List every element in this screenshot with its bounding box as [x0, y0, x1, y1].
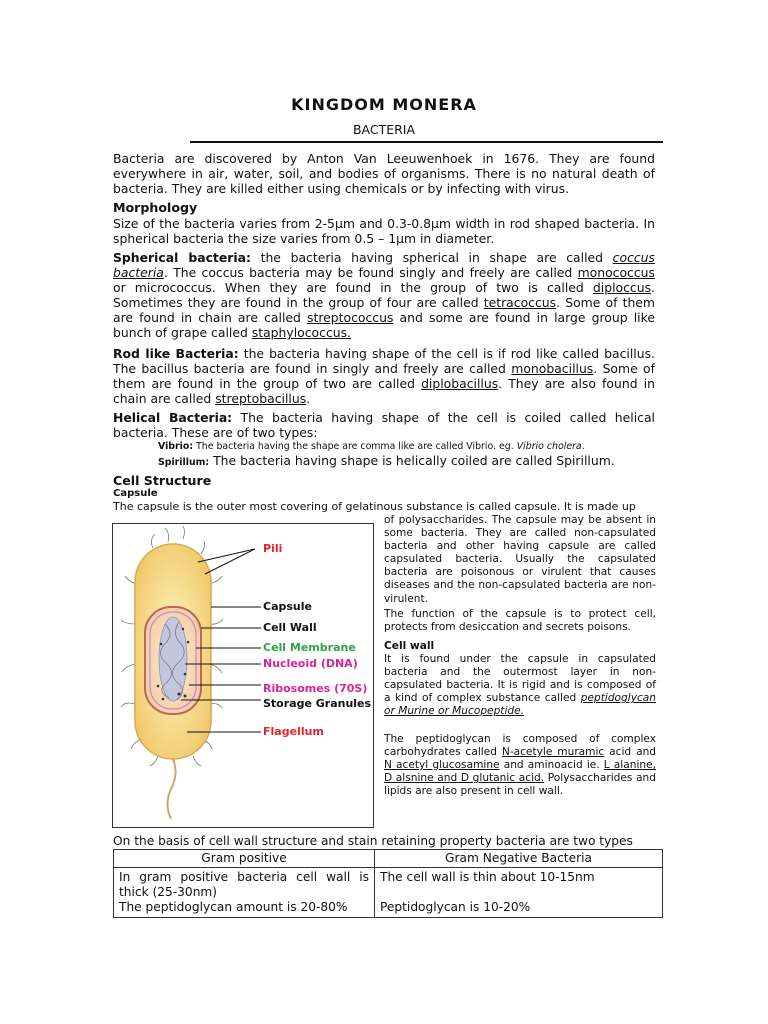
text-run: the bacteria having shape of the cell is if rod like called bacillus. The bacillus bacteria are found in singly and freely are called: [113, 346, 655, 376]
text-run: Polysaccharides and lipids are also present in cell wall.: [384, 772, 656, 798]
text-run: . The coccus bacteria may be found singly and freely are called: [163, 265, 578, 280]
text-run: The bacteria having the shape are comma like are called Vibrio. eg.: [193, 441, 517, 452]
cellwall-paragraph: [384, 653, 656, 718]
peptidoglycan-paragraph: [384, 733, 656, 798]
gram-negative-cell: [375, 868, 663, 918]
term-tetracoccus: tetracoccus: [483, 295, 557, 310]
page-title: KINGDOM MONERA: [291, 95, 477, 114]
table-row: [114, 868, 663, 918]
header-gram-positive: Gram positive: [114, 850, 375, 868]
pos-peptidoglycan: The peptidoglycan amount is 20-80%: [119, 900, 348, 914]
cell-structure-heading: Cell Structure: [113, 473, 212, 488]
term-monococcus: monococcus: [577, 265, 655, 280]
term-amino-acids: L alanine, D alsnine and D glutanic acid.: [384, 759, 656, 785]
term-peptidoglycan: peptidoglycan or Murine or Mucopeptide.: [384, 692, 656, 718]
label-cell-membrane: Cell Membrane: [263, 641, 356, 654]
bacteria-cell-diagram: [112, 523, 374, 828]
text-run: . Some of them are found in the group of two are called: [113, 361, 655, 391]
page-subtitle: BACTERIA: [352, 122, 416, 137]
term-staphylococcus: staphylococcus.: [251, 325, 352, 340]
text-run: the bacteria having spherical in shape are called: [250, 250, 613, 265]
capsule-paragraph: of polysaccharides. The capsule may be absent in some bacteria. They are called non-capsulated bacteria and other having capsule are called capsulated bacteria. Usually the capsulated bacteria are poisonous or virulent that causes diseases and the non-capsulated bacteria are non-virulent.: [384, 514, 656, 605]
vibrio-example: Vibrio cholera: [516, 441, 582, 452]
spherical-paragraph: [113, 250, 655, 340]
term-nag: N acetyl glucosamine: [384, 759, 500, 772]
helical-label: Helical Bacteria:: [113, 410, 233, 425]
gram-intro: On the basis of cell wall structure and stain retaining property bacteria are two types: [113, 834, 633, 848]
term-streptobacillus: streptobacillus: [215, 391, 307, 406]
cellwall-heading: Cell wall: [384, 640, 435, 652]
vibrio-line: [158, 441, 585, 452]
label-pili: Pili: [263, 542, 283, 555]
label-capsule: Capsule: [263, 600, 312, 613]
label-ribosomes: Ribosomes (70S): [263, 682, 368, 695]
vibrio-label: Vibrio:: [158, 441, 194, 452]
spirillum-label: Spirillum:: [158, 457, 210, 468]
text-run: It is found under the capsule in capsulated bacteria and the outermost layer in non-capsulated bacteria. It is rigid and is composed of a kind of complex substance called: [384, 653, 656, 705]
label-nucleoid: Nucleoid (DNA): [263, 657, 358, 670]
cell-illustration: [113, 524, 373, 827]
gram-comparison-table: [113, 849, 663, 918]
neg-wall: The cell wall is thin about 10-15nm: [380, 870, 595, 884]
text-run: or micrococcus. When they are found in the group of two is called: [113, 280, 593, 295]
morphology-heading: Morphology: [113, 200, 198, 215]
label-storage-granules: Storage Granules: [263, 697, 372, 710]
text-run: . They are also found in chain are called: [113, 376, 655, 406]
title-divider: [190, 141, 663, 143]
table-header-row: [114, 850, 663, 868]
text-run: acid and: [604, 746, 657, 759]
term-coccus: coccus bacteria: [113, 250, 655, 280]
label-cell-wall: Cell Wall: [263, 621, 317, 634]
term-diploccus: diploccus: [592, 280, 652, 295]
text-run: .: [581, 441, 585, 452]
text-run: and some are found in large group like bunch of grape called: [113, 310, 655, 340]
term-nam: N-acetyle muramic: [501, 746, 605, 759]
spirillum-line: [158, 453, 615, 468]
pos-wall: In gram positive bacteria cell wall is thick (25-30nm): [119, 870, 369, 899]
flagellum-shape: [168, 759, 176, 819]
term-diplobacillus: diplobacillus: [421, 376, 499, 391]
term-monobacillus: monobacillus: [511, 361, 594, 376]
intro-paragraph: Bacteria are discovered by Anton Van Leeuwenhoek in 1676. They are found everywhere in air, water, soil, and bodies of organisms. There is no natural death of bacteria. They are killed either using chemicals or by infecting with virus.: [113, 151, 655, 196]
rod-label: Rod like Bacteria:: [113, 346, 239, 361]
helical-paragraph: [113, 410, 655, 440]
capsule-first-line: The capsule is the outer most covering of gelatinous substance is called capsule. It is made up: [113, 500, 636, 513]
label-flagellum: Flagellum: [263, 725, 324, 738]
text-run: The peptidoglycan is composed of complex carbohydrates called: [384, 733, 656, 759]
text-run: . Some of them are found in chain are called: [113, 295, 655, 325]
spherical-label: Spherical bacteria:: [113, 250, 251, 265]
text-run: and aminoacid ie.: [499, 759, 604, 772]
text-run: .: [306, 391, 311, 406]
neg-peptidoglycan: Peptidoglycan is 10-20%: [380, 900, 531, 914]
size-paragraph: Size of the bacteria varies from 2-5μm and 0.3-0.8μm width in rod shaped bacteria. In spherical bacteria the size varies from 0.5 – 1μm in diameter.: [113, 216, 655, 246]
gram-positive-cell: [114, 868, 375, 918]
rod-paragraph: [113, 346, 655, 406]
header-gram-negative: Gram Negative Bacteria: [375, 850, 663, 868]
text-run: The bacteria having shape is helically coiled are called Spirillum.: [209, 453, 615, 468]
capsule-function: The function of the capsule is to protect cell, protects from desiccation and secrets poisons.: [384, 608, 656, 634]
text-run: The bacteria having shape of the cell is coiled called helical bacteria. These are of two types:: [113, 410, 655, 440]
capsule-heading: Capsule: [113, 488, 158, 499]
term-streptococcus: streptococcus: [307, 310, 394, 325]
text-run: . Sometimes they are found in the group of four are called: [113, 280, 655, 310]
